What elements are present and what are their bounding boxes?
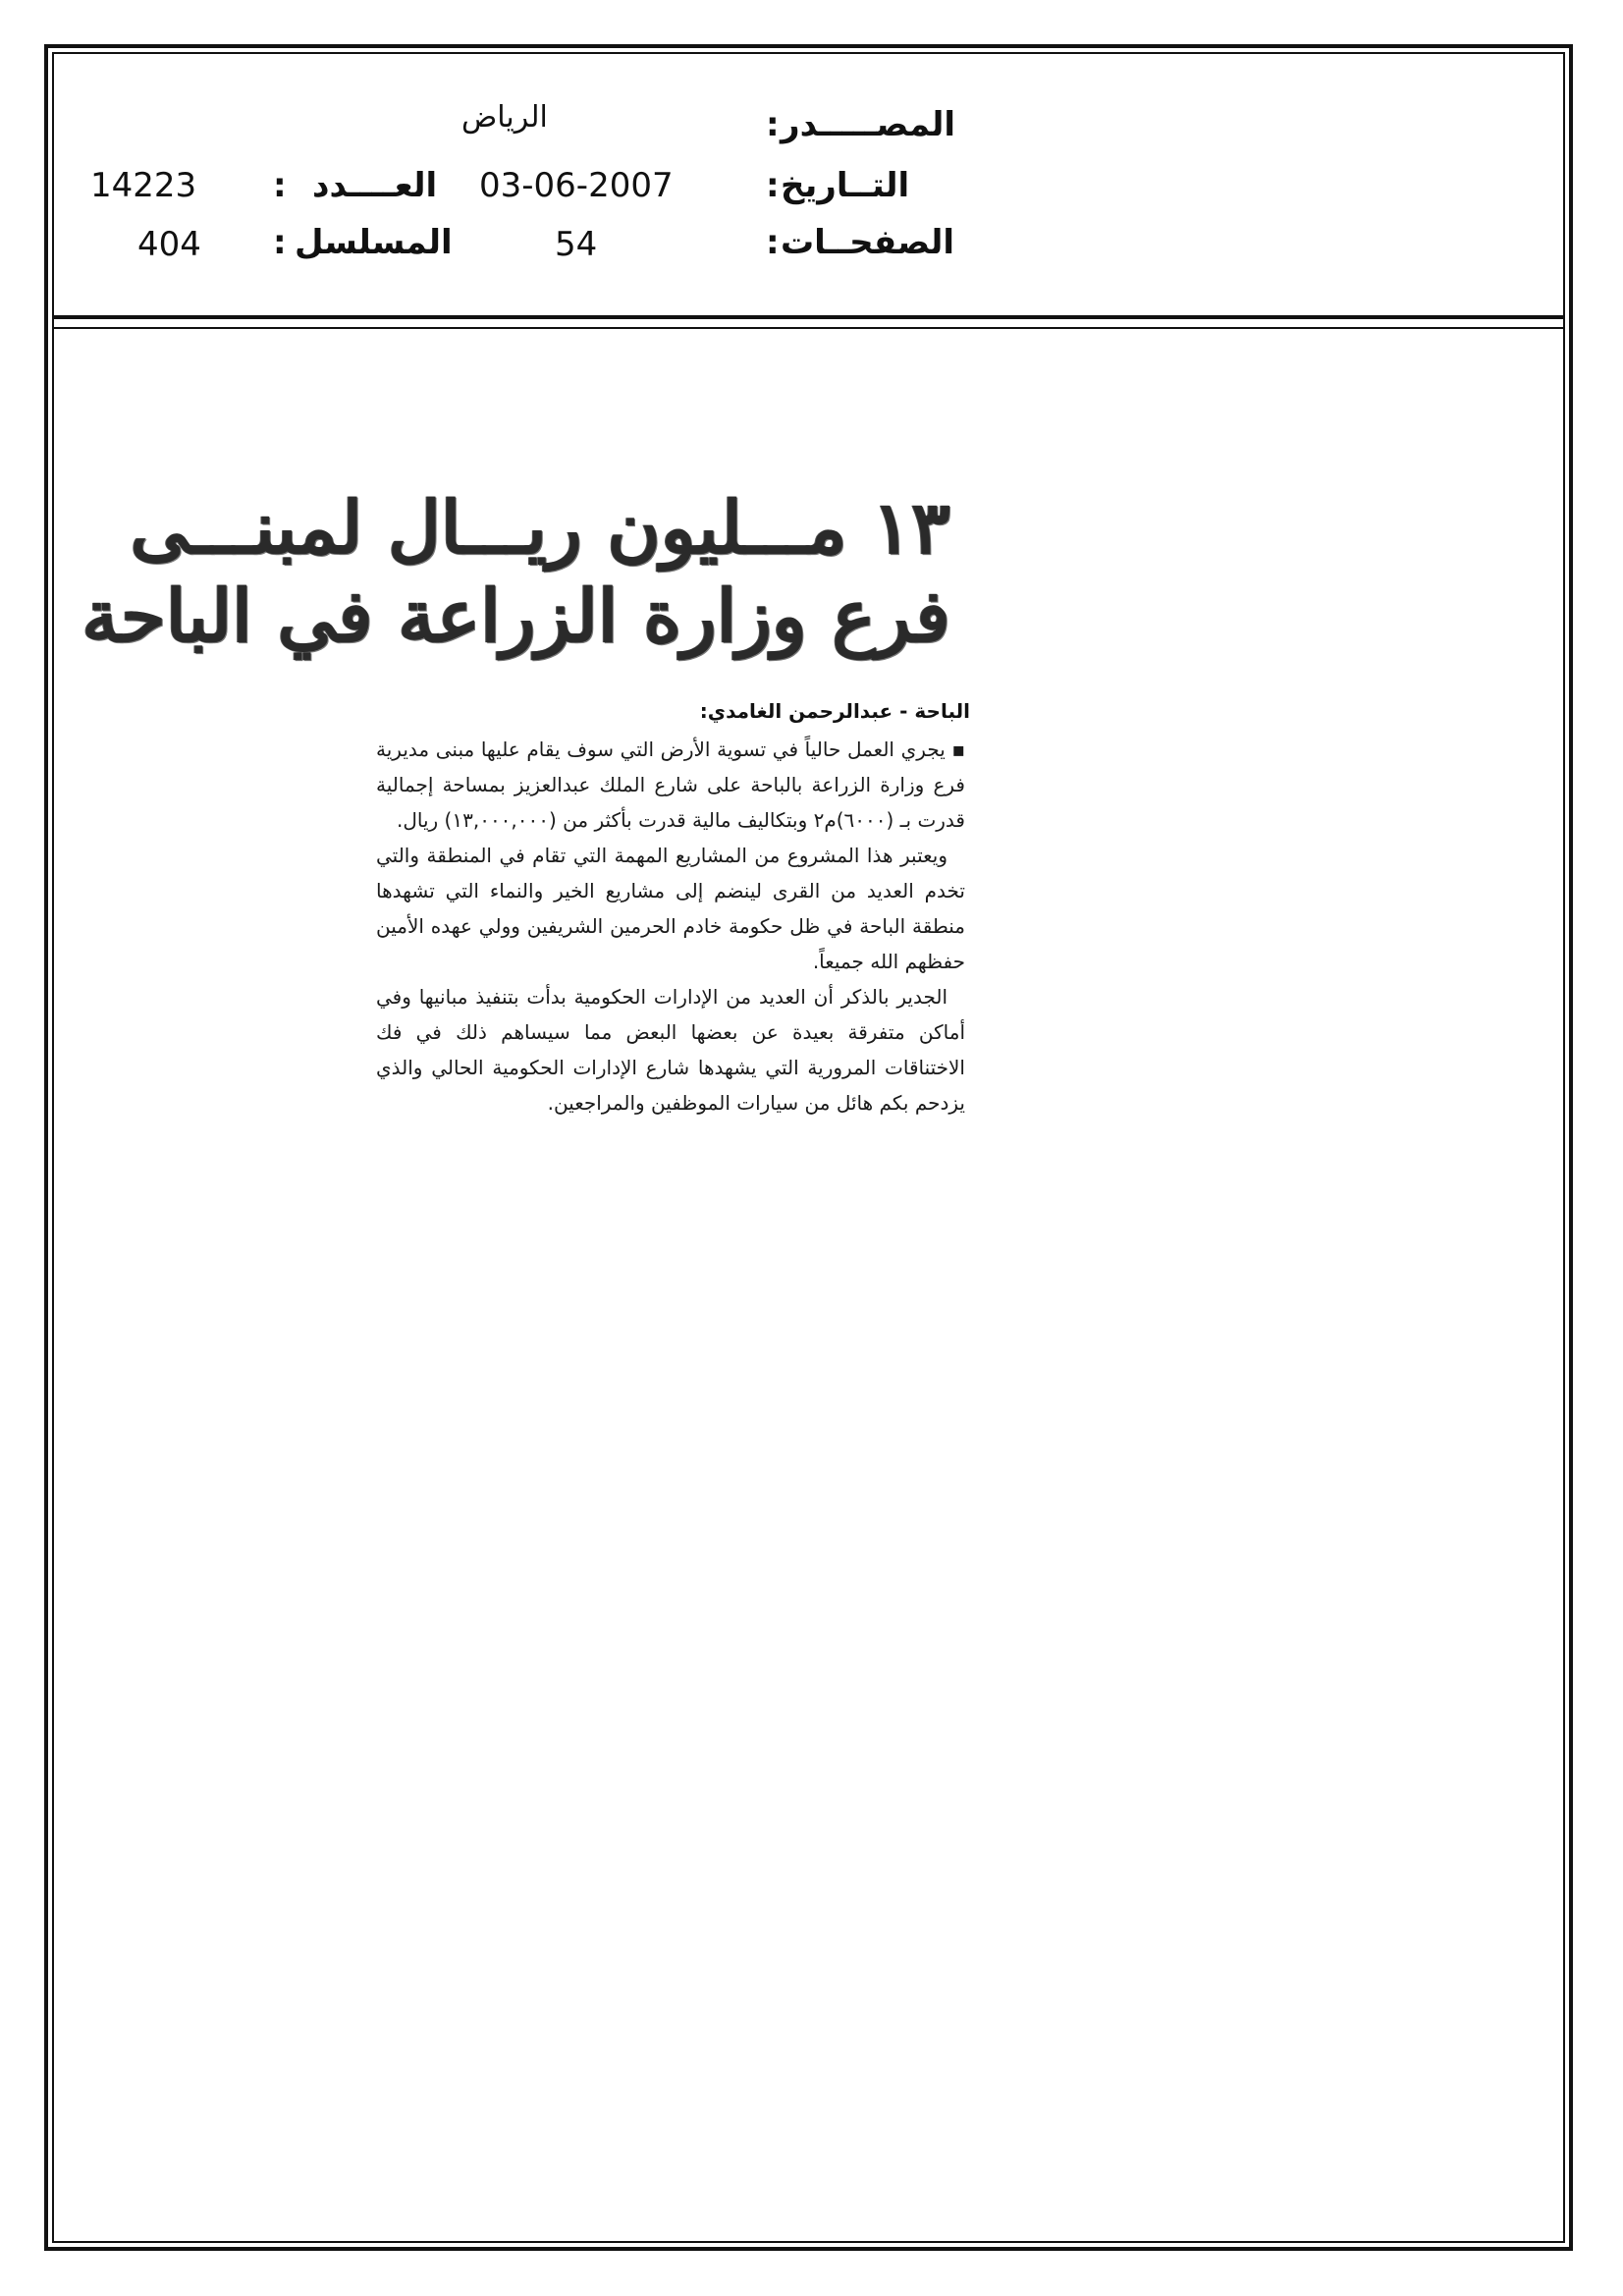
date-label: التــاريخ — [781, 166, 910, 205]
issue-label: العــــدد — [312, 166, 438, 205]
issue-value: 14223 — [90, 166, 197, 205]
page-border-inner — [52, 52, 1565, 2243]
serial-label: المسلسل — [295, 223, 453, 262]
serial-value: 404 — [137, 225, 201, 264]
header-divider — [52, 315, 1565, 319]
issue-colon: : — [273, 166, 287, 205]
source-label: المصـــــدر — [781, 105, 956, 144]
header-divider-inner — [52, 327, 1565, 329]
article-paragraph: ويعتبر هذا المشروع من المشاريع المهمة التي تقام في المنطقة والتي تخدم العديد من القرى لينضم إلى مشاريع الخير والنماء التي تشهدها منطقة الباحة في ظل حكومة خادم الحرمين الشريفين وولي عهده الأمين حفظهم الله جميعاً. — [376, 844, 965, 973]
date-colon: : — [766, 166, 780, 205]
article-paragraph: ▪ يجري العمل حالياً في تسوية الأرض التي سوف يقام عليها مبنى مديرية فرع وزارة الزراعة بالباحة على شارع الملك عبدالعزيز بمساحة إجمالية قدرت بـ (٦٠٠٠)م٢ وبتكاليف مالية قدرت بأكثر من (١٣,٠٠٠,٠٠٠) ريال. — [376, 738, 965, 832]
source-colon: : — [766, 105, 780, 144]
serial-colon: : — [273, 223, 287, 262]
pages-label: الصفحــات — [781, 223, 955, 262]
pages-colon: : — [766, 223, 780, 262]
date-value: 03-06-2007 — [479, 166, 674, 205]
source-value: الرياض — [461, 100, 548, 135]
article-body — [376, 732, 965, 1121]
article-byline: الباحة - عبدالرحمن الغامدي: — [699, 699, 970, 723]
article-paragraph: الجدير بالذكر أن العديد من الإدارات الحكومية بدأت بتنفيذ مبانيها وفي أماكن متفرقة بعيدة عن بعضها البعض مما سيساهم ذلك في فك الاختناقات المرورية التي يشهدها شارع الإدارات الحكومية الحالي والذي يزدحم بكم هائل من سيارات الموظفين والمراجعين. — [376, 985, 965, 1115]
article-headline-line1: ١٣ مـــليون ريـــال لمبنـــى — [130, 486, 950, 571]
article-headline-line2: فرع وزارة الزراعة في الباحة — [81, 574, 950, 659]
pages-value: 54 — [555, 225, 598, 264]
